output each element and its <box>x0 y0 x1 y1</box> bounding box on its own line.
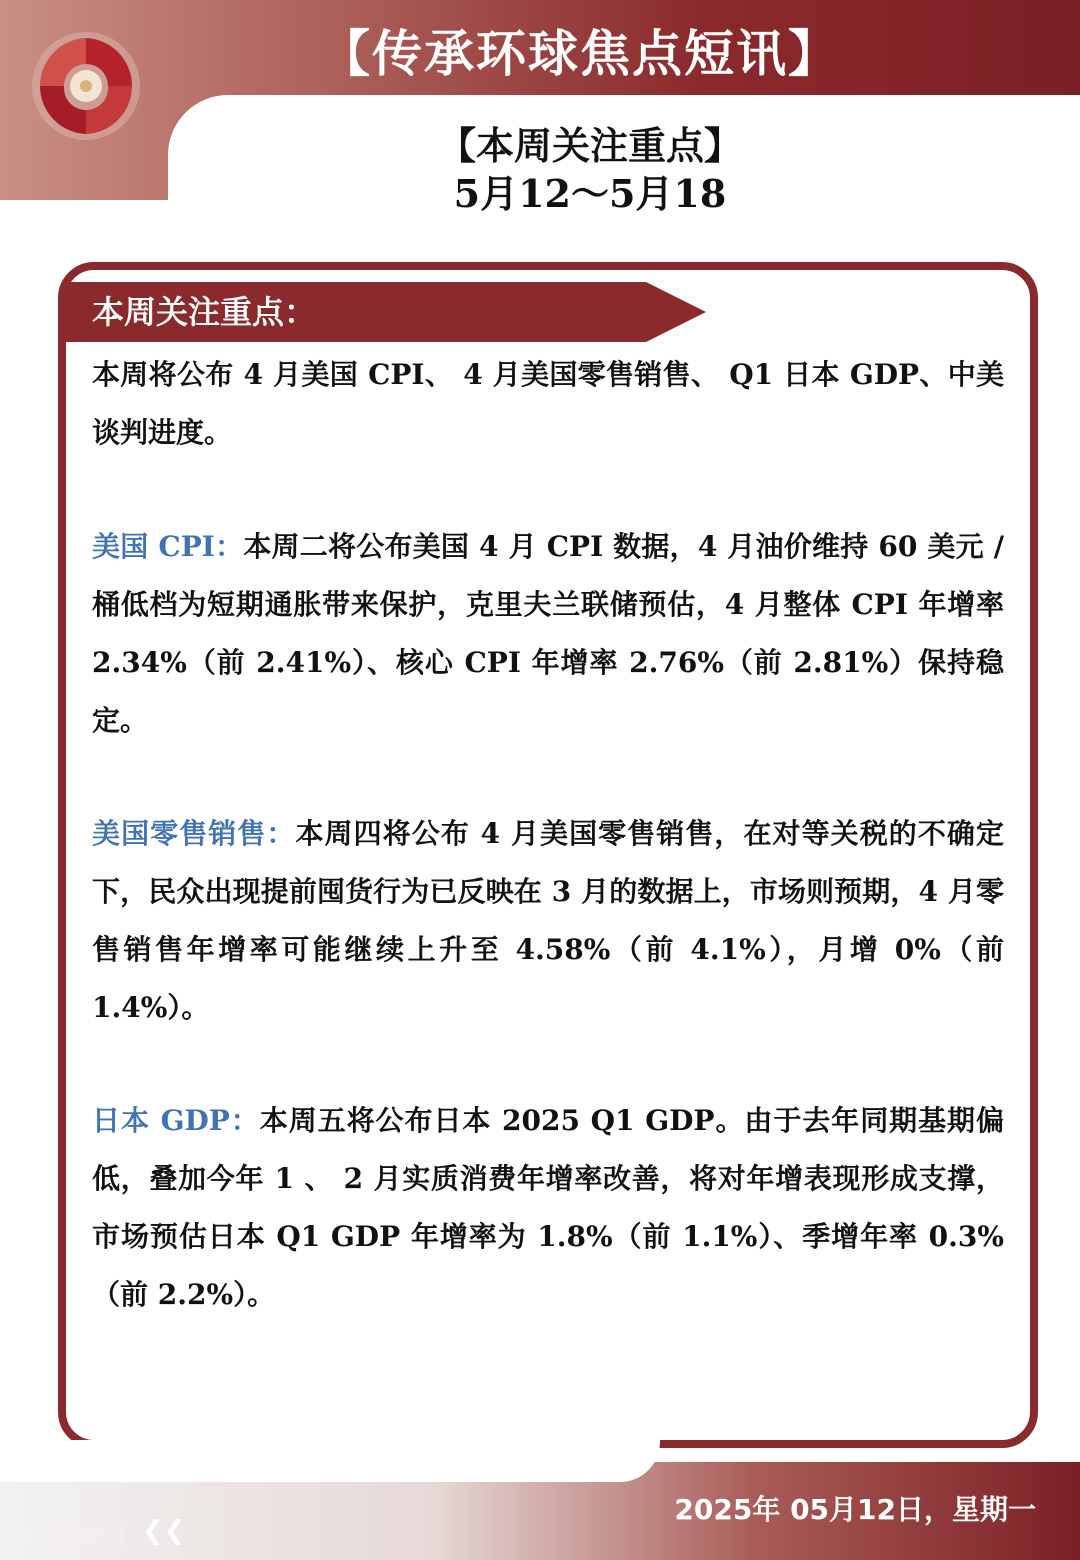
brand-title: 【传承环球焦点短讯】 <box>320 25 840 83</box>
chevron-left-icon: ❮❮ <box>142 1516 186 1546</box>
subtitle-date-range: 5月12～5月18 <box>453 171 727 216</box>
ribbon-label: 本周关注重点： <box>92 293 317 331</box>
japan-gdp-label: 日本 GDP： <box>92 1104 260 1137</box>
us-cpi-text: 本周二将公布美国 4 月 CPI 数据，4 月油价维持 60 美元 / 桶低档为短期通胀带来保护，克里夫兰联储预估，4 月整体 CPI 年增率 2.34%（前 2.41%）、核心 CPI 年增率 2.76%（前 2.81%）保持稳定。 <box>92 530 1004 737</box>
japan-gdp-text: 本周五将公布日本 2025 Q1 GDP。由于去年同期基期偏低，叠加今年 1 、 2 月实质消费年增率改善，将对年增表现形成支撑，市场预估日本 Q1 GDP 年增率为 1.8%（前 1.1%）、季增年率 0.3%（前 2.2%）。 <box>92 1104 1004 1311</box>
intro-paragraph <box>92 346 1004 462</box>
footer-date: 2025年 05月12日，星期一 <box>674 1493 1036 1526</box>
us-retail-label: 美国零售销售： <box>92 817 296 850</box>
us-retail-text: 本周四将公布 4 月美国零售销售，在对等关税的不确定下，民众出现提前囤货行为已反映在 3 月的数据上，市场则预期，4 月零售销售年增率可能继续上升至 4.58%（前 4.1%），月增 0%（前 1.4%）。 <box>92 817 1004 1024</box>
subtitle-heading: 【本周关注重点】 <box>437 123 742 168</box>
company-logo-icon <box>28 28 144 144</box>
us-cpi-paragraph <box>92 518 1004 750</box>
us-cpi-label: 美国 CPI： <box>92 530 244 563</box>
intro-text: 本周将公布 4 月美国 CPI、 4 月美国零售销售、 Q1 日本 GDP、中美谈判进度。 <box>92 358 1004 449</box>
footer-white-cut <box>0 1440 660 1482</box>
japan-gdp-paragraph <box>92 1092 1004 1324</box>
page-subtitle <box>340 122 840 218</box>
us-retail-paragraph <box>92 805 1004 1037</box>
watermark-text: ıC᷊ 大数跨境 <box>10 1525 127 1550</box>
